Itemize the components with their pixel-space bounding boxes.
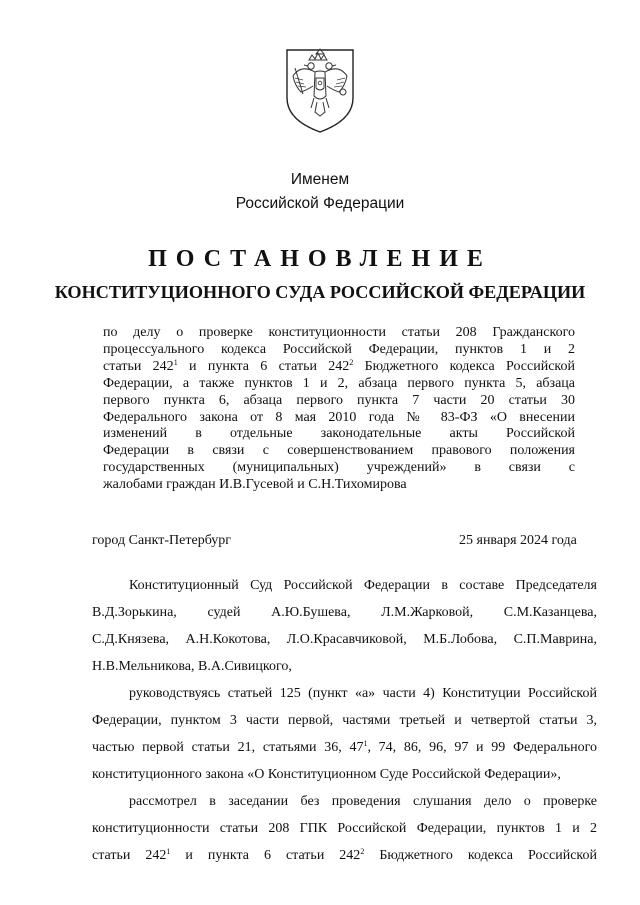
superscript: 1 [166, 847, 171, 856]
body-line: руководствуясь статьей 125 (пункт «а» части 4) Конституции Российской [129, 686, 597, 701]
case-line [103, 359, 575, 376]
body-text-run: и пункта 6 статьи 242 [170, 848, 361, 863]
body-text-run: Бюджетного кодекса Российской [364, 848, 597, 863]
body-line: В.Д.Зорькина, судей А.Ю.Бушева, Л.М.Жарковой, С.М.Казанцева, [92, 605, 597, 620]
superscript: 2 [360, 847, 365, 856]
body-line: Н.В.Мельникова, В.А.Сивицкого, [92, 659, 292, 674]
case-text: Бюджетного кодекса Российской [353, 358, 576, 374]
document-subtitle: КОНСТИТУЦИОННОГО СУДА РОССИЙСКОЙ ФЕДЕРАЦИИ [54, 282, 586, 302]
body-line [92, 848, 597, 864]
document-title: ПОСТАНОВЛЕНИЕ [148, 246, 492, 272]
body-text-run: частью первой статьи 21, статьями 36, 47 [92, 740, 364, 755]
body-line: рассмотрел в заседании без проведения слушания дело о проверке [129, 794, 597, 809]
superscript: 1 [173, 357, 178, 367]
case-line: изменений в отдельные законодательные акты Российской [103, 426, 575, 442]
case-line: Федерации в связи с совершенствованием правового положения [103, 443, 575, 459]
body-line: конституционности статьи 208 ГПК Российской Федерации, пунктов 1 и 2 [92, 821, 597, 836]
in-name-line-2: Российской Федерации [235, 195, 405, 212]
case-line: Федерального закона от 8 мая 2010 года № 83-ФЗ «О внесении [103, 409, 575, 425]
case-line: первого пункта 6, абзаца первого пункта 7 части 20 статьи 30 [103, 392, 575, 408]
case-line: Федерации, а также пунктов 1 и 2, абзаца первого пункта 5, абзаца [103, 375, 575, 391]
case-text: статьи 242 [103, 358, 174, 374]
city: город Санкт-Петербург [92, 533, 232, 548]
body-line [92, 740, 597, 756]
body-text-run: статьи 242 [92, 848, 167, 863]
in-name-line-1: Именем [290, 171, 350, 188]
body-line: Федерации, пунктом 3 части первой, частями третьей и четвертой статьи 3, [92, 713, 597, 728]
body-line: С.Д.Князева, А.Н.Кокотова, Л.О.Красавчиковой, М.Б.Лобова, С.П.Маврина, [92, 632, 597, 647]
case-text: и пункта 6 статьи 242 [177, 358, 350, 374]
case-line: процессуального кодекса Российской Федерации, пунктов 1 и 2 [103, 341, 575, 357]
date: 25 января 2024 года [459, 533, 577, 548]
case-line: по делу о проверке конституционности статьи 208 Гражданского [103, 325, 575, 340]
body-text-run: , 74, 86, 96, 97 и 99 Федерального [367, 740, 597, 755]
superscript: 2 [349, 357, 354, 367]
case-line: жалобами граждан И.В.Гусевой и С.Н.Тихомирова [103, 477, 407, 493]
superscript: 1 [363, 739, 368, 748]
coat-of-arms-emblem [281, 46, 359, 134]
case-line: государственных (муниципальных) учреждений» в связи с [103, 460, 575, 476]
body-line: Конституционный Суд Российской Федерации в составе Председателя [129, 578, 597, 593]
body-line: конституционного закона «О Конституционном Суде Российской Федерации», [92, 767, 561, 782]
case-description [103, 325, 575, 494]
